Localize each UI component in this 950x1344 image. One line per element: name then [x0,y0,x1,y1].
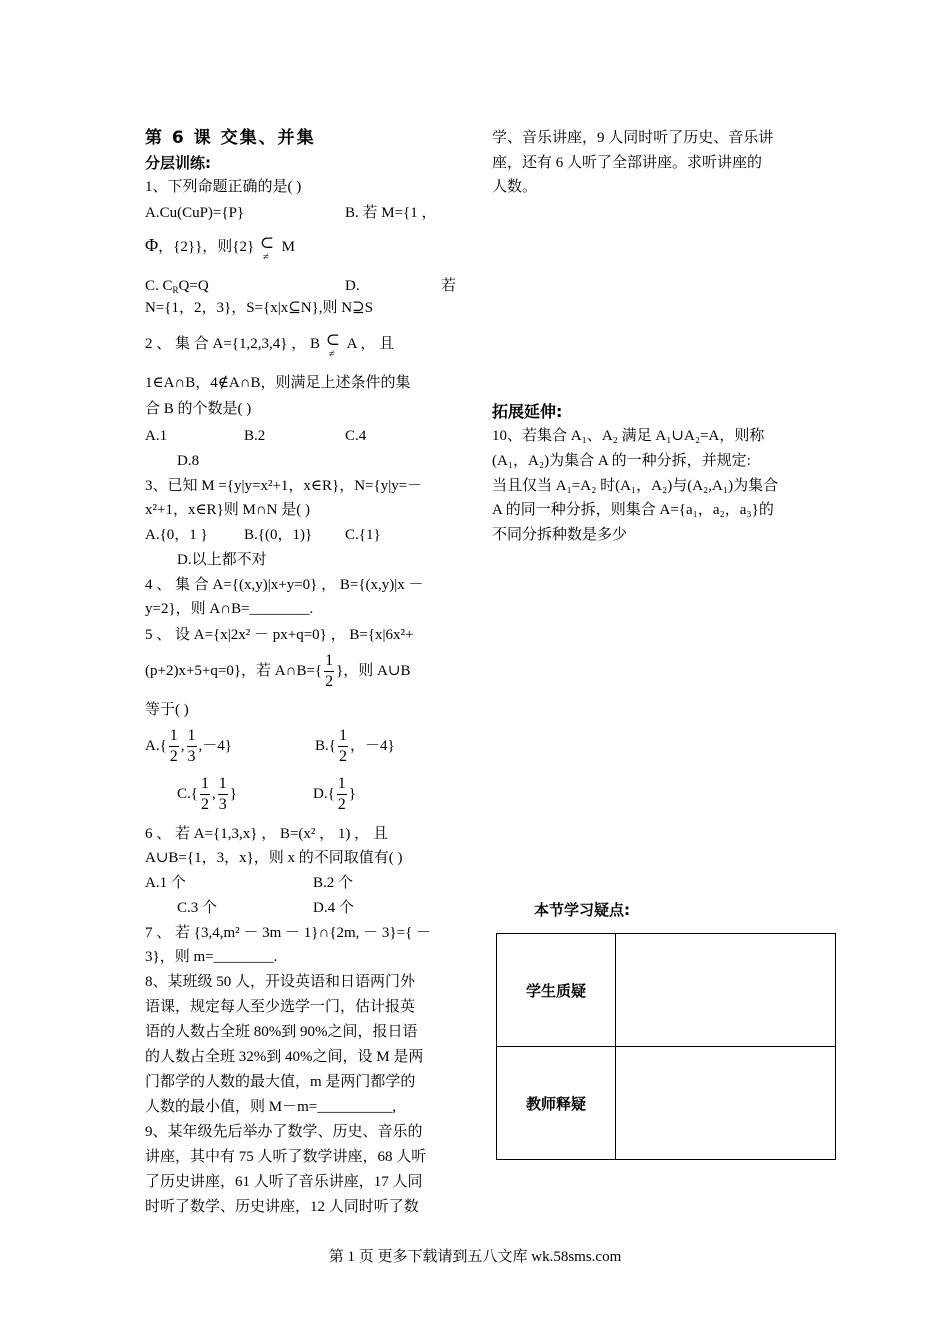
q2-line1: 2 、 集 合 A={1,2,3,4} ， B ⊂ ≠ A ， 且 [145,330,395,360]
q6-option-d: D.4 个 [313,900,354,916]
fraction-one-half: $\frac{1}{2}$ [200,775,209,813]
q5-line3: 等于( ) [145,702,189,718]
q2-option-b: B.2 [244,428,266,444]
q9-line: 了历史讲座，61 人听了音乐讲座，17 人同 [145,1174,423,1190]
q1-option-b-start: B. 若 M={1 ， [345,205,437,221]
q9-line: 人数。 [492,179,538,195]
q1-option-a: A.Cu(CuP)={P} [145,205,245,221]
extension-line: 不同分拆种数是多少 [492,527,628,543]
q6-option-a: A.1 个 [145,875,186,891]
q1-option-b-cont [145,233,296,263]
extension-line: 10、若集合 A₁、A₂ 满足 A₁∪A₂=A，则称 [492,428,765,444]
q2-line3: 合 B 的个数是( ) [145,401,252,417]
q6-line1: 6 、 若 A={1,3,x} ， B=(x² ， 1) ， 且 [145,826,388,842]
fraction-one-half: $\frac{1}{2}$ [338,727,347,765]
q8-line: 语的人数占全班 80%到 90%之间，报日语 [145,1024,418,1040]
q8-line: 8、某班级 50 人，开设英语和日语两门外 [145,974,416,990]
q2-option-c: C.4 [345,428,367,444]
lesson-title: 第 6 课 交集、并集 [145,128,316,148]
doubts-table [496,933,836,1160]
q4-line1: 4 、 集 合 A={(x,y)|x+y=0} ， B={(x,y)|x － [145,577,424,593]
table-row [497,934,836,1047]
doubt-content-teacher[interactable] [616,1047,836,1160]
fraction-one-half: $\frac{1}{2}$ [325,652,334,690]
q5-line1: 5 、 设 A={x|2x² － px+q=0} ， B={x|6x²+ [145,627,414,643]
q1-option-d-if: 若 [441,278,457,294]
q3-line2: x²+1，x∈R}则 M∩N 是( ) [145,502,311,518]
q2-option-a: A.1 [145,428,168,444]
q5-option-a: A.{ $\frac{1}{2}$ , $\frac{1}{3}$ ,－4} [145,727,232,765]
q1-option-d-line2: N={1，2，3}，S={x|x⊆N},则 N⊇S [145,300,374,316]
page-footer: 第 1 页 更多下载请到五八文库 wk.58sms.com [328,1249,622,1265]
q1-option-d-start: D. [345,278,360,294]
q3-option-d: D.以上都不对 [177,552,267,568]
q6-line2: A∪B={1，3，x}，则 x 的不同取值有( ) [145,850,403,866]
doubt-label-student: 学生质疑 [497,934,616,1047]
section-heading-layered: 分层训练: [145,154,211,172]
q1-stem: 1、下列命题正确的是( ) [145,179,302,195]
fraction-one-half: $\frac{1}{2}$ [169,727,178,765]
fraction-one-third: $\frac{1}{3}$ [218,775,227,813]
q5-option-d: D.{ $\frac{1}{2}$ } [313,775,356,813]
q8-line: 门都学的人数的最大值，m 是两门都学的 [145,1074,416,1090]
q4-line2: y=2}，则 A∩B=________. [145,601,314,617]
fraction-one-half: $\frac{1}{2}$ [337,775,346,813]
q8-line: 的人数占全班 32%到 40%之间，设 M 是两 [145,1049,424,1065]
extension-line: (A₁，A₂)为集合 A 的一种分拆，并规定: [492,453,751,469]
q3-option-c: C.{1} [345,527,381,543]
doubts-heading: 本节学习疑点: [534,901,630,919]
q9-line: 学、音乐讲座，9 人同时听了历史、音乐讲 [492,130,774,146]
q9-line: 9、某年级先后举办了数学、历史、音乐的 [145,1124,423,1140]
q5-line2: (p+2)x+5+q=0}，若 A∩B={ $\frac{1}{2}$ }，则 A∪B [145,652,411,690]
q6-option-b: B.2 个 [313,875,354,891]
q9-line: 时听了数学、历史讲座，12 人同时听了数 [145,1199,419,1215]
q5-option-c: C.{ $\frac{1}{2}$ , $\frac{1}{3}$ } [177,775,237,813]
q1-option-b-mid: ，{2}}，则{2} [158,239,255,255]
q7-line2: 3}，则 m=________. [145,949,278,965]
q2-line2: 1∈A∩B，4∉A∩B，则满足上述条件的集 [145,375,411,391]
q9-line: 讲座，其中有 75 人听了数学讲座，68 人听 [145,1149,427,1165]
q3-line1: 3、已知 M ={y|y=x²+1，x∈R}，N={y|y=－ [145,478,423,494]
doubt-label-teacher: 教师释疑 [497,1047,616,1160]
proper-subset-symbol: ⊂ ≠ [325,330,340,360]
q2-option-d: D.8 [177,453,200,469]
q1-option-b-end: M [281,239,296,255]
q7-line1: 7 、 若 {3,4,m² － 3m － 1}∩{2m, － 3}={ － [145,925,432,941]
q8-line: 人数的最小值，则 M－m=__________, [145,1099,396,1115]
fraction-one-third: $\frac{1}{3}$ [187,727,196,765]
q9-line: 座，还有 6 人听了全部讲座。求听讲座的 [492,155,763,171]
q3-option-a: A.{0，1 } [145,527,208,543]
extension-line: 当且仅当 A₁=A₂ 时(A₁，A₂)与(A₂,A₁)为集合 [492,478,779,494]
table-row [497,1047,836,1160]
q3-option-b: B.{(0，1)} [244,527,313,543]
doubt-content-student[interactable] [616,934,836,1047]
phi-symbol: Φ [145,235,159,255]
q8-line: 语课，规定每人至少选学一门，估计报英 [145,999,416,1015]
q5-option-b: B.{ $\frac{1}{2}$ ，－4} [315,727,395,765]
extension-heading: 拓展延伸: [492,402,563,421]
extension-line: A 的同一种分拆，则集合 A={a₁，a₂，a₃}的 [492,502,774,518]
q1-option-c: C. $C_RQ=Q$ [145,278,209,295]
proper-subset-symbol: ⊂ ≠ [259,233,275,263]
q6-option-c: C.3 个 [177,900,218,916]
